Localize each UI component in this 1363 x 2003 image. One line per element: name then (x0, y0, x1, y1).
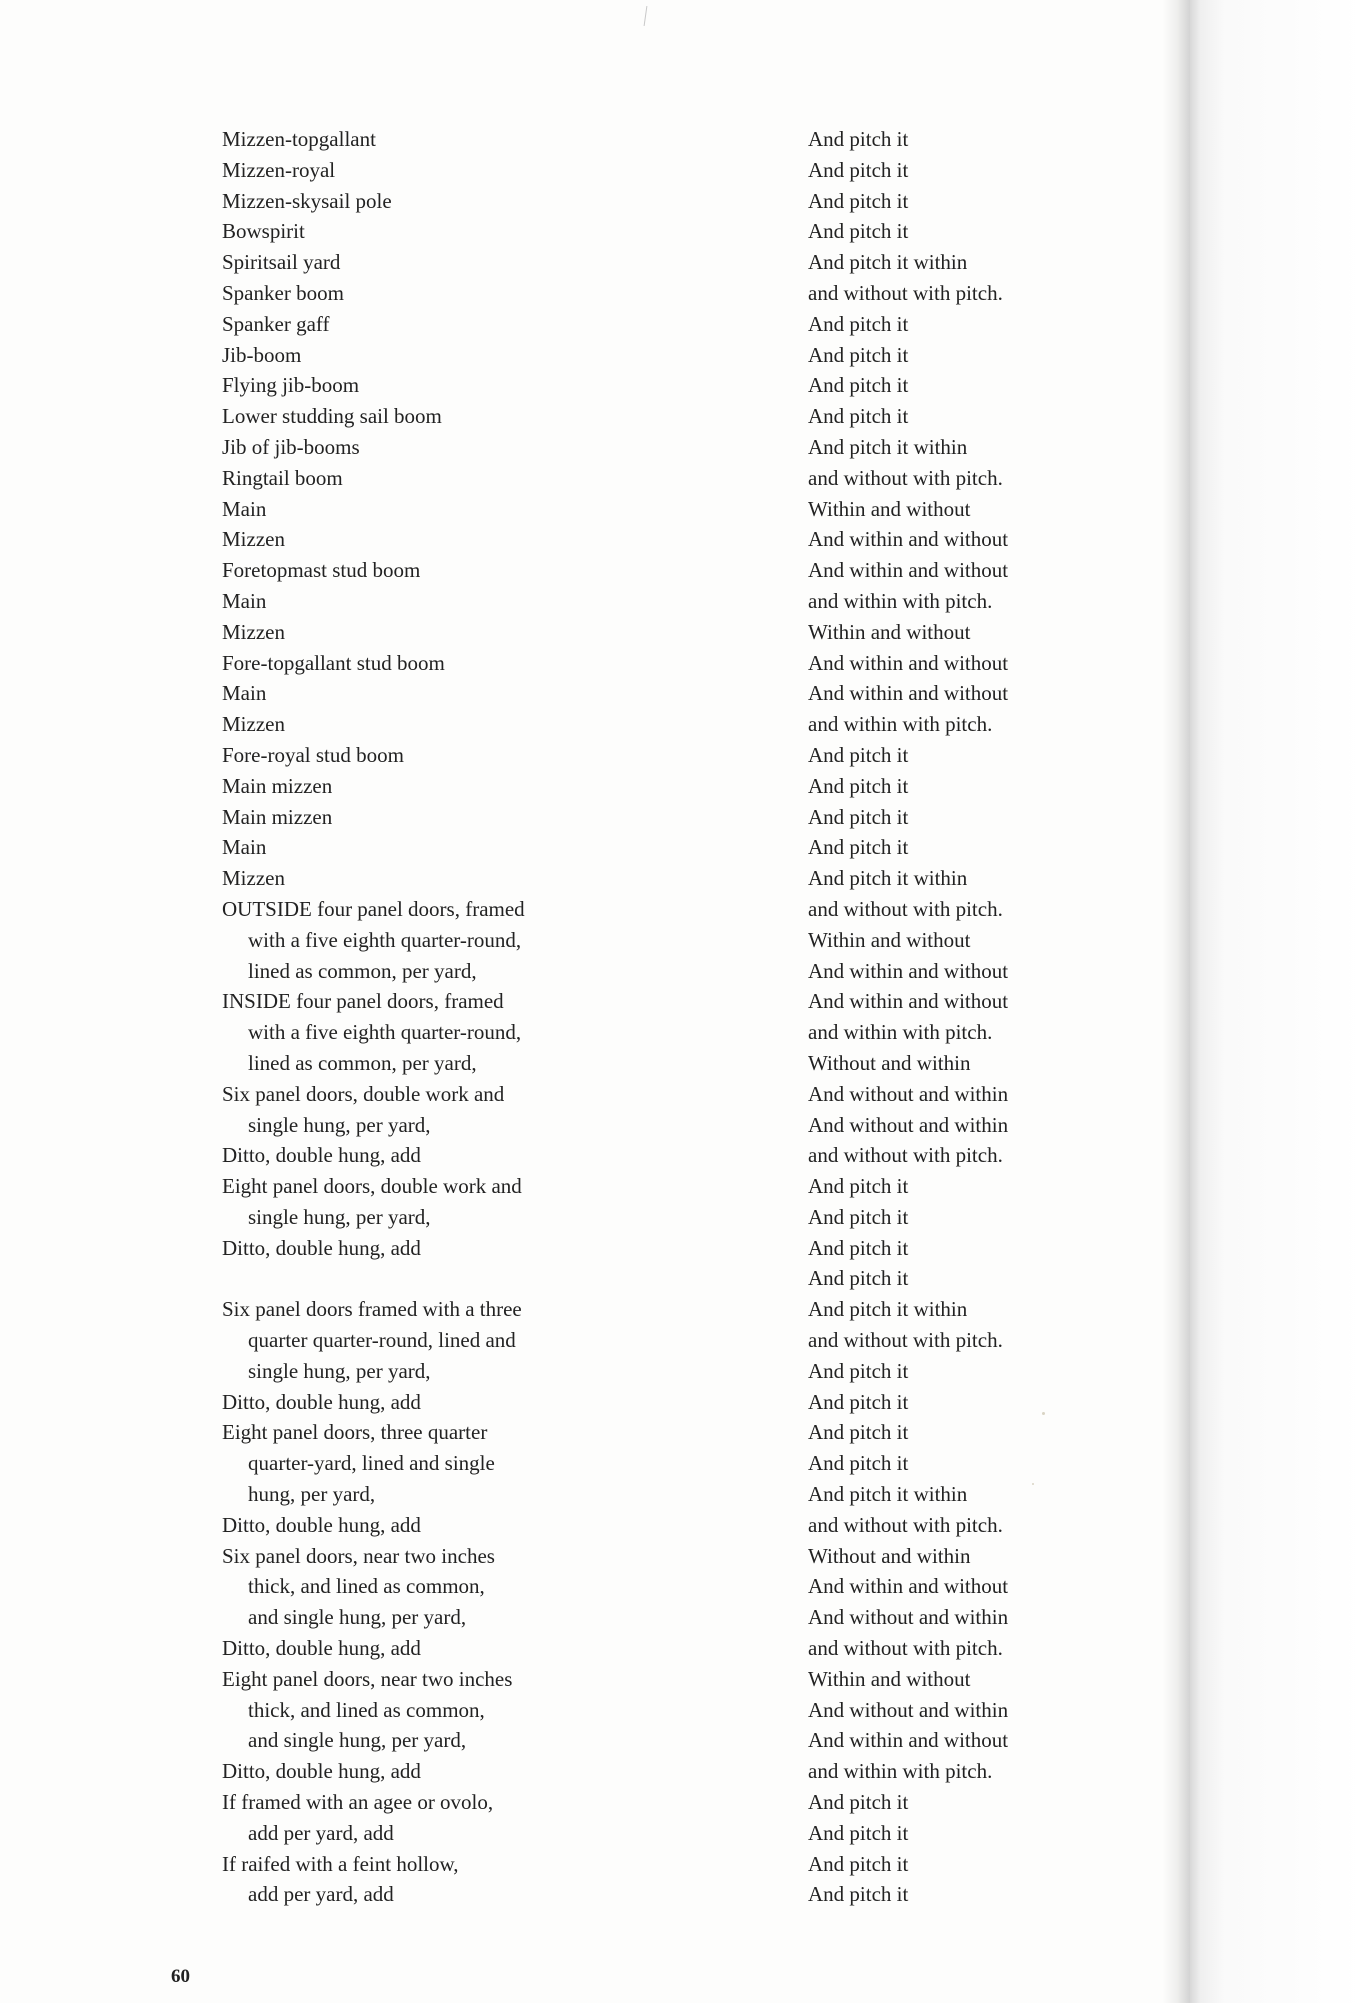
instruction-line: Without and within (808, 1050, 971, 1075)
item-line: Ringtail boom (222, 465, 343, 490)
item-line: Ditto, double hung, add (222, 1235, 421, 1260)
item-line: Main (222, 496, 267, 521)
instruction-line: And pitch it (808, 219, 909, 244)
instruction-line: And within and without (808, 989, 1009, 1014)
item-line: Main (222, 835, 267, 860)
item-line: If framed with an agee or ovolo, (222, 1790, 494, 1815)
paper-speck (1032, 1483, 1034, 1485)
item-line: Ditto, double hung, add (222, 1389, 421, 1414)
instruction-line: And pitch it (808, 1420, 909, 1445)
page-number: 60 (171, 1966, 190, 1987)
scan-mark (644, 6, 648, 26)
instruction-line: And pitch it (808, 1820, 909, 1845)
item-line: with a five eighth quarter-round, (248, 1020, 522, 1045)
item-line: Six panel doors framed with a three (222, 1297, 522, 1322)
item-line: Ditto, double hung, add (222, 1636, 421, 1661)
instruction-line: And pitch it (808, 188, 909, 213)
instruction-line: And pitch it (808, 342, 909, 367)
instruction-line: And pitch it (808, 1266, 909, 1291)
item-line: Eight panel doors, three quarter (222, 1420, 488, 1445)
instruction-line: And pitch it (808, 127, 909, 151)
instruction-line: and within with pitch. (808, 712, 993, 737)
item-line: Jib-boom (222, 342, 302, 367)
item-line: Eight panel doors, near two inches (222, 1666, 513, 1691)
item-line: Six panel doors, double work and (222, 1081, 505, 1106)
blank-line (222, 1263, 612, 1294)
instruction-line: and within with pitch. (808, 588, 993, 613)
item-line: Main (222, 681, 267, 706)
item-line: Ditto, double hung, add (222, 1143, 421, 1168)
item-line: single hung, per yard, (248, 1112, 431, 1137)
item-line: INSIDE four panel doors, framed (222, 989, 504, 1014)
instruction-line: And pitch it (808, 1882, 909, 1907)
instruction-line: And pitch it (808, 1851, 909, 1876)
item-line: Lower studding sail boom (222, 404, 442, 429)
instruction-line: Within and without (808, 496, 971, 521)
instruction-line: And within and without (808, 958, 1009, 983)
item-line: Mizzen (222, 527, 285, 552)
item-line: Mizzen-royal (222, 157, 336, 182)
instruction-line: And without and within (808, 1697, 1009, 1722)
instruction-line: and without with pitch. (808, 1143, 1003, 1168)
item-line: quarter-yard, lined and single (248, 1451, 495, 1476)
item-column (222, 124, 612, 1910)
paper-speck (1042, 1412, 1045, 1415)
item-line: Six panel doors, near two inches (222, 1543, 495, 1568)
instruction-line: And pitch it (808, 1389, 909, 1414)
item-line: hung, per yard, (248, 1482, 376, 1507)
instruction-column (808, 124, 1138, 1910)
spine-shadow (1162, 0, 1192, 2003)
instruction-line: and without with pitch. (808, 896, 1003, 921)
instruction-line: And pitch it (808, 1790, 909, 1815)
item-line: Fore-topgallant stud boom (222, 650, 445, 675)
instruction-line: And pitch it within (808, 434, 968, 459)
instruction-line: And pitch it (808, 1451, 909, 1476)
instruction-line: And pitch it within (808, 250, 968, 275)
instruction-line: And pitch it (808, 804, 909, 829)
item-line: Jib of jib-booms (222, 434, 360, 459)
instruction-line: Within and without (808, 927, 971, 952)
item-line: Spiritsail yard (222, 250, 341, 275)
instruction-line: and without with pitch. (808, 1512, 1003, 1537)
item-line: single hung, per yard, (248, 1358, 431, 1383)
item-line: single hung, per yard, (248, 1204, 431, 1229)
item-line: thick, and lined as common, (248, 1574, 485, 1599)
instruction-line: And pitch it within (808, 1482, 968, 1507)
item-line: Fore-royal stud boom (222, 742, 404, 767)
instruction-line: and without with pitch. (808, 1328, 1003, 1353)
item-line: Eight panel doors, double work and (222, 1174, 522, 1199)
instruction-line: And without and within (808, 1112, 1009, 1137)
instruction-line: and without with pitch. (808, 465, 1003, 490)
instruction-line: And pitch it (808, 157, 909, 182)
instruction-line: And pitch it (808, 404, 909, 429)
instruction-line: and within with pitch. (808, 1759, 993, 1784)
instruction-line: And pitch it (808, 1235, 909, 1260)
item-line: lined as common, per yard, (248, 1050, 477, 1075)
instruction-line: And pitch it (808, 311, 909, 336)
instruction-line: And without and within (808, 1605, 1009, 1630)
item-line: and single hung, per yard, (248, 1605, 467, 1630)
instruction-line: And within and without (808, 681, 1009, 706)
instruction-line: And within and without (808, 1728, 1009, 1753)
instruction-line: And pitch it (808, 742, 909, 767)
instruction-line: And pitch it (808, 773, 909, 798)
instruction-line: and without with pitch. (808, 280, 1003, 305)
instruction-line: and within with pitch. (808, 1020, 993, 1045)
instruction-line: And pitch it (808, 1358, 909, 1383)
instruction-line: And pitch it (808, 1204, 909, 1229)
item-line: Spanker boom (222, 280, 344, 305)
instruction-line: Within and without (808, 1666, 971, 1691)
item-line: Mizzen-skysail pole (222, 188, 392, 213)
instruction-line: And pitch it (808, 1174, 909, 1199)
item-line: Spanker gaff (222, 311, 330, 336)
instruction-line: and without with pitch. (808, 1636, 1003, 1661)
item-line: Ditto, double hung, add (222, 1759, 421, 1784)
item-line: Foretopmast stud boom (222, 558, 421, 583)
instruction-line: Within and without (808, 619, 971, 644)
item-line: Mizzen (222, 866, 285, 891)
item-line: add per yard, add (248, 1820, 394, 1845)
item-line: Main mizzen (222, 804, 333, 829)
item-line: Mizzen-topgallant (222, 127, 376, 151)
item-line: Ditto, double hung, add (222, 1512, 421, 1537)
item-line: OUTSIDE four panel doors, framed (222, 896, 525, 921)
instruction-line: And within and without (808, 650, 1009, 675)
item-line: thick, and lined as common, (248, 1697, 485, 1722)
instruction-line: And within and without (808, 527, 1009, 552)
instruction-line: And without and within (808, 1081, 1009, 1106)
instruction-line: And pitch it (808, 373, 909, 398)
instruction-line: And within and without (808, 1574, 1009, 1599)
item-line: Flying jib-boom (222, 373, 360, 398)
item-line: quarter quarter-round, lined and (248, 1328, 516, 1353)
item-line: If raifed with a feint hollow, (222, 1851, 459, 1876)
item-line: Mizzen (222, 619, 285, 644)
instruction-line: And pitch it within (808, 866, 968, 891)
item-line: lined as common, per yard, (248, 958, 477, 983)
facing-page-edge (1190, 0, 1363, 2003)
item-line: with a five eighth quarter-round, (248, 927, 522, 952)
item-line: and single hung, per yard, (248, 1728, 467, 1753)
instruction-line: Without and within (808, 1543, 971, 1568)
instruction-line: And pitch it within (808, 1297, 968, 1322)
item-line: Bowspirit (222, 219, 305, 244)
instruction-line: And pitch it (808, 835, 909, 860)
item-line: add per yard, add (248, 1882, 394, 1907)
item-line: Main (222, 588, 267, 613)
item-line: Main mizzen (222, 773, 333, 798)
instruction-line: And within and without (808, 558, 1009, 583)
item-line: Mizzen (222, 712, 285, 737)
